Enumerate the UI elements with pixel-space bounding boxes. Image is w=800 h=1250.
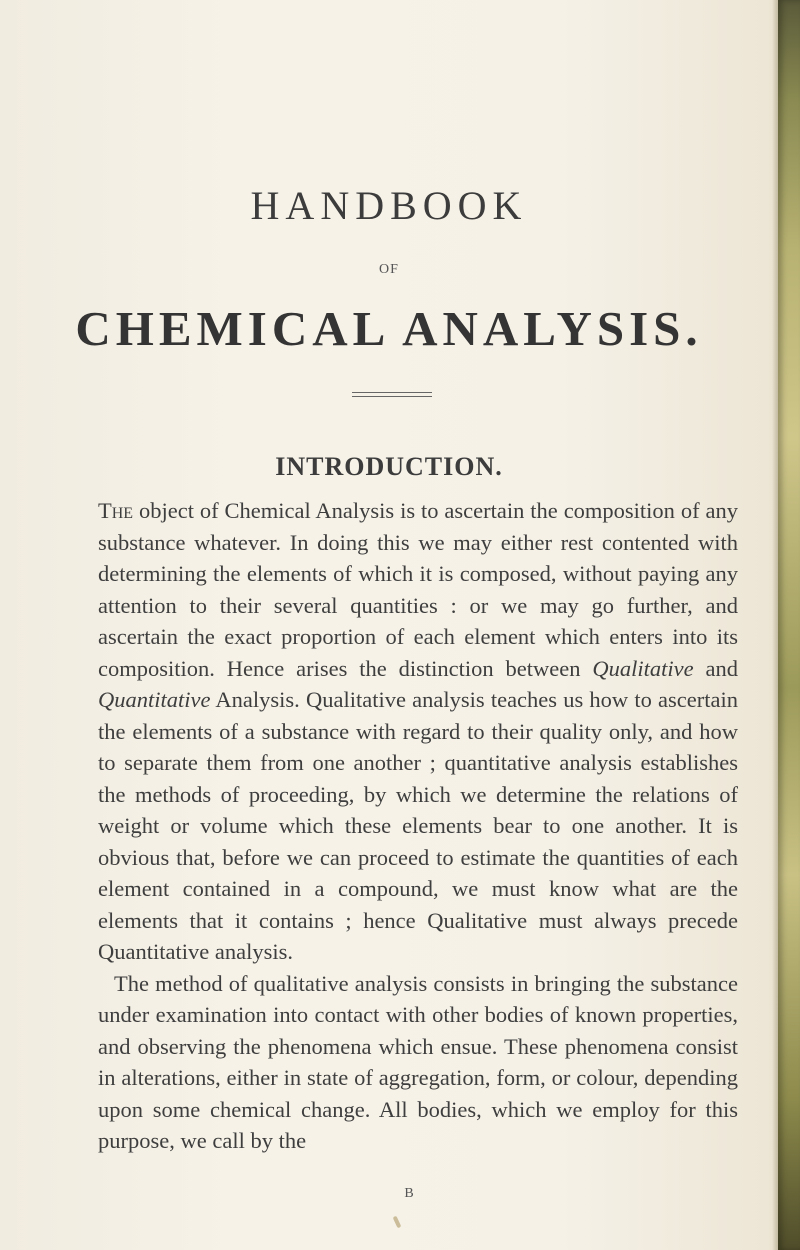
paragraph-1 bbox=[98, 495, 738, 968]
paragraph-1-text-c: Analysis. Qualitative analysis teaches us how to ascertain the elements of a substance with regard to their quality only, and how to separate them from one another ; quantitative analysis establishes the methods of proceeding, by which we determine the relations of weight or volume which these elements bear to one another. It is obvious that, before we can proceed to estimate the quantities of each element contained in a compound, we must know what are the elements that it contains ; hence Qualitative must always precede Quantitative analysis. bbox=[98, 687, 738, 964]
book-spine bbox=[778, 0, 800, 1250]
section-heading: INTRODUCTION. bbox=[275, 452, 503, 481]
title-rule-top bbox=[352, 392, 432, 393]
paper-speck bbox=[393, 1216, 402, 1229]
paragraph-1-text-a: object of Chemical Analysis is to ascertain the composition of any substance whatever. In doing this we may either rest contented with determining the elements of which it is composed, without paying any attention to their several quantities : or we may go further, and ascertain the exact proportion of each element which enters into its composition. Hence arises the distinction between bbox=[98, 498, 738, 681]
signature-mark: B bbox=[404, 1186, 414, 1201]
paragraph-2: The method of qualitative analysis consists in bringing the substance under examination into contact with other bodies of known properties, and observing the phenomena which ensue. These phenomena consist in alterations, either in state of aggregation, form, or colour, depending upon some chemical change. All bodies, which we employ for this purpose, we call by the bbox=[98, 970, 738, 1153]
paragraph-1-lead: The bbox=[98, 498, 134, 523]
book-title: HANDBOOK bbox=[250, 183, 528, 228]
title-connector: OF bbox=[379, 262, 399, 277]
paragraph-1-italic-qualitative: Qualitative bbox=[592, 655, 694, 681]
paragraph-1-text-b: and bbox=[693, 655, 738, 681]
paragraph-1-italic-quantitative: Quantitative bbox=[98, 687, 211, 712]
book-subject: CHEMICAL ANALYSIS. bbox=[75, 301, 703, 356]
title-rule-bottom bbox=[352, 396, 432, 397]
body-text bbox=[98, 495, 738, 1157]
